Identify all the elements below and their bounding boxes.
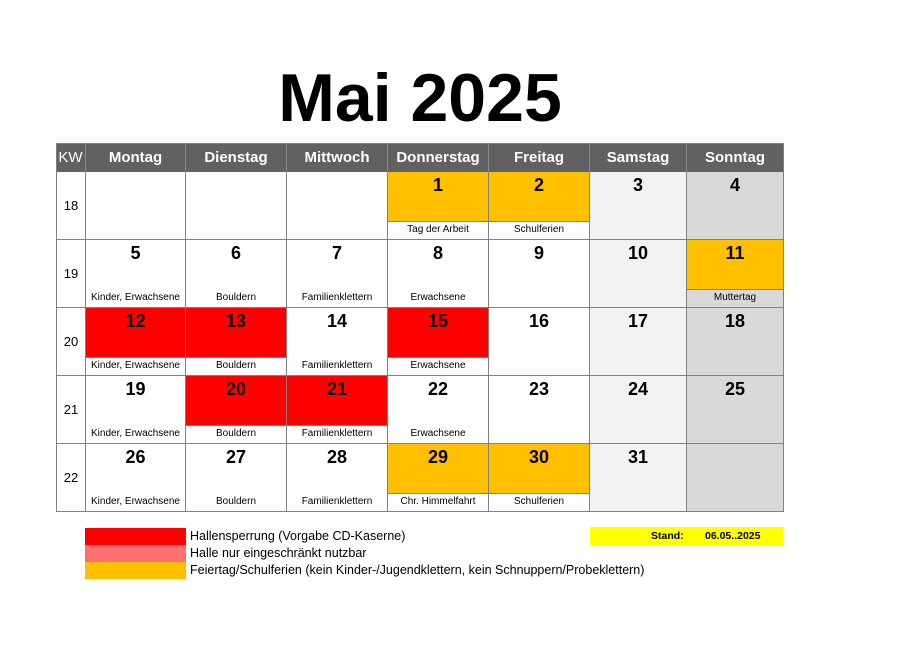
day-number: 12 bbox=[125, 311, 146, 331]
day-top bbox=[489, 308, 589, 357]
day-cell bbox=[489, 376, 590, 444]
legend-text: Hallensperrung (Vorgabe CD-Kaserne) bbox=[190, 529, 406, 543]
header-donnerstag: Donnerstag bbox=[388, 143, 489, 172]
day-cell bbox=[489, 444, 590, 512]
day-label bbox=[687, 221, 783, 239]
day-label: Schulferien bbox=[513, 224, 565, 235]
day-number: 24 bbox=[627, 379, 649, 399]
day-cell bbox=[287, 172, 388, 240]
day-number: 19 bbox=[125, 379, 146, 399]
day-cell bbox=[287, 444, 388, 512]
day-top bbox=[489, 240, 589, 289]
day-cell bbox=[86, 308, 186, 376]
day-number: 26 bbox=[125, 447, 146, 467]
day-cell bbox=[590, 172, 687, 240]
day-cell bbox=[186, 240, 287, 308]
day-top bbox=[287, 240, 387, 289]
header-samstag: Samstag bbox=[590, 143, 687, 172]
day-number: 31 bbox=[627, 447, 649, 467]
day-top bbox=[590, 444, 686, 493]
legend-swatch bbox=[85, 545, 186, 562]
day-number: 8 bbox=[432, 243, 443, 263]
day-top bbox=[489, 172, 589, 222]
day-label bbox=[687, 425, 783, 443]
day-top bbox=[489, 376, 589, 425]
day-label bbox=[590, 425, 686, 443]
day-label bbox=[687, 357, 783, 375]
day-top bbox=[388, 444, 488, 494]
day-label: Kinder, Erwachsene bbox=[91, 428, 180, 439]
day-cell bbox=[590, 240, 687, 308]
day-label: Schulferien bbox=[513, 496, 565, 507]
day-cell bbox=[86, 240, 186, 308]
day-label bbox=[489, 289, 589, 307]
day-top bbox=[388, 240, 488, 289]
header-sonntag: Sonntag bbox=[687, 143, 784, 172]
day-number: 3 bbox=[632, 175, 643, 195]
day-label: Erwachsene bbox=[410, 292, 466, 303]
day-label: Chr. Himmelfahrt bbox=[400, 496, 476, 507]
legend-swatch bbox=[85, 562, 186, 579]
day-cell bbox=[287, 240, 388, 308]
day-cell bbox=[687, 172, 784, 240]
week-number: 21 bbox=[56, 376, 86, 444]
day-label bbox=[590, 221, 686, 239]
day-number: 6 bbox=[230, 243, 241, 263]
day-top bbox=[186, 308, 286, 358]
day-label bbox=[590, 289, 686, 307]
week-number: 19 bbox=[56, 240, 86, 308]
day-cell bbox=[590, 444, 687, 512]
stand-date: 06.05..2025 bbox=[705, 530, 761, 542]
day-label: Kinder, Erwachsene bbox=[91, 292, 180, 303]
day-cell bbox=[687, 444, 784, 512]
day-cell bbox=[687, 376, 784, 444]
day-number: 1 bbox=[432, 175, 443, 195]
week-number: 22 bbox=[56, 444, 86, 512]
day-number: 5 bbox=[130, 243, 141, 263]
day-number: 16 bbox=[528, 311, 550, 331]
day-cell bbox=[287, 376, 388, 444]
week-number: 20 bbox=[56, 308, 86, 376]
day-label: Kinder, Erwachsene bbox=[91, 360, 180, 371]
calendar-grid bbox=[56, 143, 784, 512]
legend-text: Feiertag/Schulferien (kein Kinder-/Jugendklettern, kein Schnuppern/Probeklettern) bbox=[190, 563, 645, 577]
day-top bbox=[287, 172, 387, 221]
header-montag: Montag bbox=[86, 143, 186, 172]
day-label: Bouldern bbox=[215, 360, 257, 371]
day-cell bbox=[86, 172, 186, 240]
day-number: 7 bbox=[331, 243, 342, 263]
day-cell bbox=[388, 172, 489, 240]
day-label: Familienklettern bbox=[301, 292, 373, 303]
header-kw: KW bbox=[56, 143, 86, 172]
stand-label: Stand: bbox=[651, 530, 684, 542]
day-cell bbox=[590, 308, 687, 376]
day-top bbox=[687, 172, 783, 221]
day-number: 2 bbox=[533, 175, 544, 195]
day-cell bbox=[489, 240, 590, 308]
day-label: Bouldern bbox=[215, 292, 257, 303]
day-top bbox=[388, 308, 488, 358]
day-number: 27 bbox=[225, 447, 247, 467]
day-number: 25 bbox=[724, 379, 746, 399]
day-label bbox=[489, 425, 589, 443]
day-cell bbox=[388, 308, 489, 376]
day-label bbox=[687, 493, 783, 511]
day-number: 13 bbox=[225, 311, 247, 331]
day-label bbox=[590, 493, 686, 511]
day-top bbox=[590, 240, 686, 289]
day-number: 30 bbox=[528, 447, 550, 467]
day-cell bbox=[590, 376, 687, 444]
day-cell bbox=[489, 172, 590, 240]
day-top bbox=[86, 376, 185, 425]
day-top bbox=[388, 172, 488, 222]
week-number: 18 bbox=[56, 172, 86, 240]
header-dienstag: Dienstag bbox=[186, 143, 287, 172]
day-cell bbox=[687, 308, 784, 376]
day-cell bbox=[186, 308, 287, 376]
day-top bbox=[186, 444, 286, 493]
legend-text: Halle nur eingeschränkt nutzbar bbox=[190, 546, 367, 560]
day-number: 29 bbox=[427, 447, 449, 467]
day-top bbox=[489, 444, 589, 494]
day-label: Bouldern bbox=[215, 428, 257, 439]
day-label: Familienklettern bbox=[301, 428, 373, 439]
day-top bbox=[590, 308, 686, 357]
day-cell bbox=[287, 308, 388, 376]
header-freitag: Freitag bbox=[489, 143, 590, 172]
day-label: Muttertag bbox=[713, 292, 757, 303]
page-title: Mai 2025 bbox=[278, 60, 562, 136]
day-number: 18 bbox=[724, 311, 746, 331]
day-cell bbox=[86, 444, 186, 512]
day-cell bbox=[388, 376, 489, 444]
day-cell bbox=[86, 376, 186, 444]
day-label bbox=[86, 221, 185, 239]
day-number: 22 bbox=[427, 379, 449, 399]
day-top bbox=[287, 308, 387, 357]
day-top bbox=[287, 444, 387, 493]
day-top bbox=[388, 376, 488, 425]
day-top bbox=[590, 172, 686, 221]
day-number: 15 bbox=[427, 311, 449, 331]
day-label: Bouldern bbox=[215, 496, 257, 507]
day-cell bbox=[388, 240, 489, 308]
day-number: 17 bbox=[627, 311, 649, 331]
day-top bbox=[86, 172, 185, 221]
day-number: 4 bbox=[729, 175, 740, 195]
day-top bbox=[86, 444, 185, 493]
day-number: 28 bbox=[326, 447, 348, 467]
day-label: Erwachsene bbox=[410, 428, 466, 439]
day-label: Tag der Arbeit bbox=[407, 224, 469, 235]
day-cell bbox=[388, 444, 489, 512]
header-mittwoch: Mittwoch bbox=[287, 143, 388, 172]
day-label: Familienklettern bbox=[301, 496, 373, 507]
day-top bbox=[687, 240, 783, 290]
day-top bbox=[186, 376, 286, 426]
day-number: 9 bbox=[533, 243, 544, 263]
day-number: 11 bbox=[725, 243, 745, 263]
day-number: 14 bbox=[326, 311, 348, 331]
day-number: 21 bbox=[326, 379, 348, 399]
day-top bbox=[287, 376, 387, 426]
day-cell bbox=[186, 444, 287, 512]
day-label bbox=[287, 221, 387, 239]
day-top bbox=[86, 308, 185, 358]
day-number: 23 bbox=[528, 379, 550, 399]
day-cell bbox=[186, 172, 287, 240]
day-cell bbox=[687, 240, 784, 308]
day-label: Familienklettern bbox=[301, 360, 373, 371]
day-top bbox=[186, 240, 286, 289]
day-top bbox=[590, 376, 686, 425]
day-label: Erwachsene bbox=[410, 360, 466, 371]
day-cell bbox=[186, 376, 287, 444]
day-top bbox=[687, 444, 783, 493]
day-cell bbox=[489, 308, 590, 376]
day-number: 20 bbox=[225, 379, 247, 399]
day-top bbox=[186, 172, 286, 221]
stand-box bbox=[590, 527, 783, 545]
day-number: 10 bbox=[627, 243, 649, 263]
legend-swatch bbox=[85, 528, 186, 545]
day-label bbox=[186, 221, 286, 239]
day-top bbox=[687, 376, 783, 425]
day-label bbox=[590, 357, 686, 375]
day-top bbox=[86, 240, 185, 289]
day-top bbox=[687, 308, 783, 357]
day-label: Kinder, Erwachsene bbox=[91, 496, 180, 507]
day-label bbox=[489, 357, 589, 375]
